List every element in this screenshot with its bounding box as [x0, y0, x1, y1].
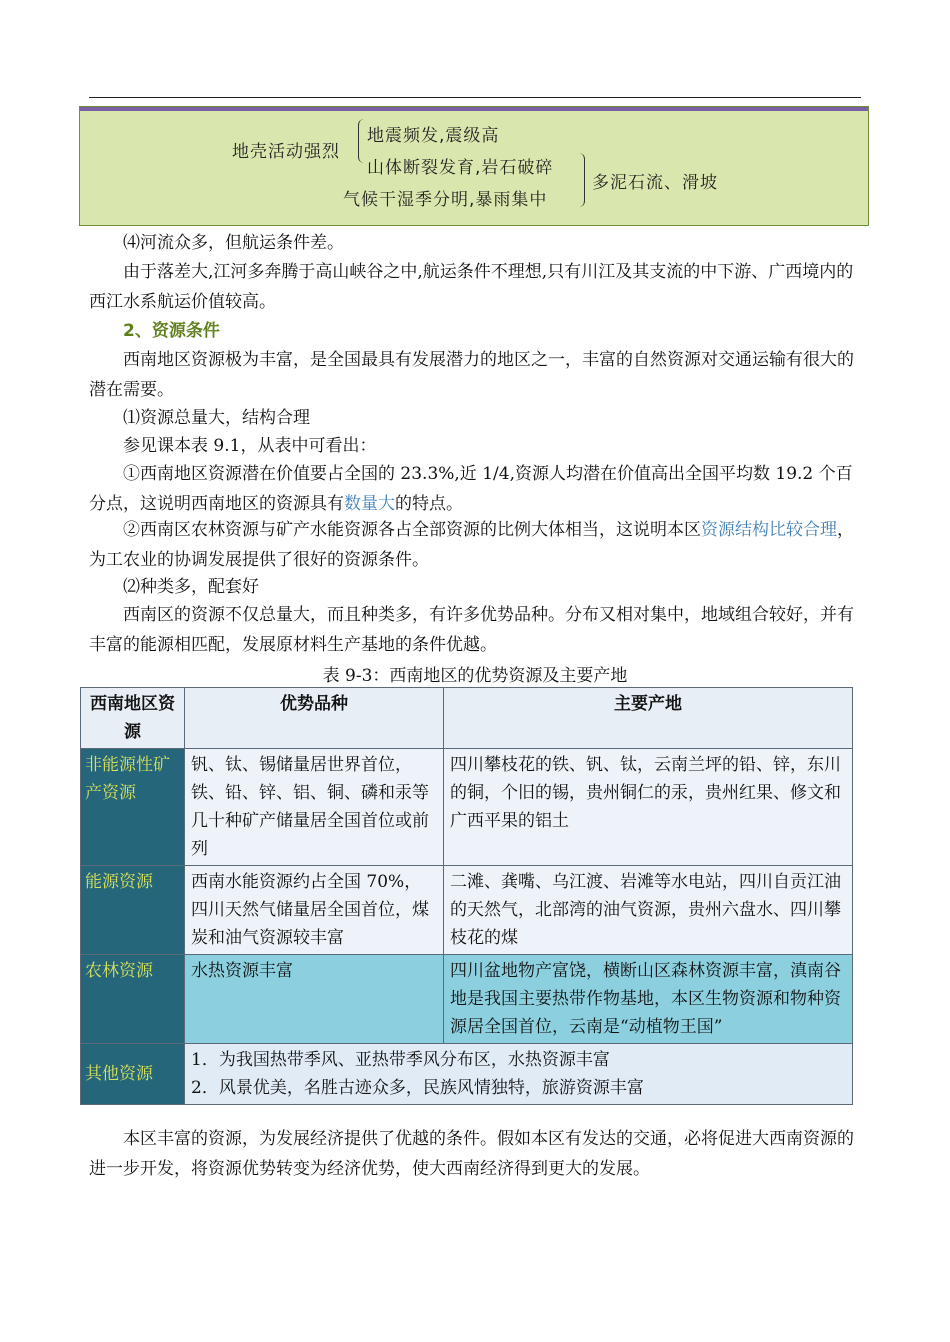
para-point2-end: ，为工农业的协调发展提供了很好的资源条件。	[89, 520, 854, 570]
row-other-content	[185, 1044, 853, 1105]
figure-cause: 地壳活动强烈	[232, 142, 340, 162]
para-variety-desc: 西南区的资源不仅总量大，而且种类多，有许多优势品种。分布又相对集中，地域组合较好，并有丰富的能源相匹配，发展原材料生产基地的条件优越。	[89, 605, 854, 655]
table-header-row	[81, 688, 853, 749]
para-navigation: 由于落差大,江河多奔腾于高山峡谷之中,航运条件不理想,只有川江及其支流的中下游、广西境内的西江水系航运价值较高。	[89, 262, 854, 312]
para-point1-highlight: 数量大	[344, 493, 395, 514]
row-place: 四川攀枝花的铁、钒、钛，云南兰坪的铅、锌，东川的铜，个旧的锡，贵州铜仁的汞，贵州红果、修文和广西平果的铝土	[444, 749, 853, 866]
figure-line2: 山体断裂发育,岩石破碎	[367, 158, 554, 178]
row-place: 四川盆地物产富饶，横断山区森林资源丰富，滇南谷地是我国主要热带作物基地，本区生物资源和物种资源居全国首位，云南是“动植物王国”	[444, 955, 853, 1044]
table-row	[81, 1044, 853, 1105]
figure-line1: 地震频发,震级高	[367, 126, 500, 146]
para-point2-text: ②西南区农林资源与矿产水能资源各占全部资源的比例大体相当，这说明本区	[123, 520, 701, 540]
section-heading: 2、资源条件	[123, 321, 220, 341]
para-conclusion: 本区丰富的资源，为发展经济提供了优越的条件。假如本区有发达的交通，必将促进大西南资源的进一步开发，将资源优势转变为经济优势，使大西南经济得到更大的发展。	[89, 1129, 854, 1179]
row-variety: 水热资源丰富	[185, 955, 444, 1044]
para-rivers: ⑷河流众多，但航运条件差。	[123, 233, 344, 253]
para-see-table: 参见课本表 9.1，从表中可看出：	[123, 436, 377, 456]
table-row	[81, 749, 853, 866]
row-category: 其他资源	[81, 1044, 185, 1105]
row-category: 非能源性矿产资源	[81, 749, 185, 866]
row-variety: 西南水能资源约占全国 70%，四川天然气储量居全国首位，煤炭和油气资源较丰富	[185, 866, 444, 955]
figure-line3: 气候干湿季分明,暴雨集中	[343, 190, 548, 210]
row-category: 农林资源	[81, 955, 185, 1044]
row-category: 能源资源	[81, 866, 185, 955]
row-variety: 钒、钛、锡储量居世界首位，铁、铅、锌、铝、铜、磷和汞等几十种矿产储量居全国首位或前列	[185, 749, 444, 866]
header-variety: 优势品种	[185, 688, 444, 749]
table-row	[81, 955, 853, 1044]
header-category: 西南地区资源	[81, 688, 185, 749]
para-point2-highlight: 资源结构比较合理	[701, 520, 837, 540]
para-variety: ⑵种类多，配套好	[123, 577, 259, 597]
figure-right-brace	[578, 153, 585, 207]
row-place: 二滩、龚嘴、乌江渡、岩滩等水电站，四川自贡江油的天然气，北部湾的油气资源，贵州六盘水、四川攀枝花的煤	[444, 866, 853, 955]
header-place: 主要产地	[444, 688, 853, 749]
row-other-line1: 1．为我国热带季风、亚热带季风分布区，水热资源丰富	[191, 1050, 610, 1070]
figure-result: 多泥石流、滑坡	[592, 173, 718, 193]
para-total: ⑴资源总量大，结构合理	[123, 408, 310, 428]
figure-box	[79, 106, 869, 226]
para-point2	[89, 516, 863, 575]
row-other-line2: 2．风景优美，名胜古迹众多，民族风情独特，旅游资源丰富	[191, 1078, 644, 1098]
header-rule	[89, 97, 861, 98]
para-point1	[89, 460, 863, 519]
table-row	[81, 866, 853, 955]
para-point1-end: 的特点。	[395, 493, 463, 514]
figure-top-stripe	[80, 107, 868, 111]
para-resources-intro: 西南地区资源极为丰富，是全国最具有发展潜力的地区之一，丰富的自然资源对交通运输有很大的潜在需要。	[89, 350, 854, 400]
para-point1-text: ①西南地区资源潜在价值要占全国的 23.3%,近 1/4,资源人均潜在价值高出全国平均数 19.2 个百分点，这说明西南地区的资源具有	[89, 464, 853, 514]
resources-table	[80, 687, 853, 1105]
figure-left-brace	[358, 119, 365, 163]
table-caption: 表 9-3：西南地区的优势资源及主要产地	[322, 666, 628, 686]
